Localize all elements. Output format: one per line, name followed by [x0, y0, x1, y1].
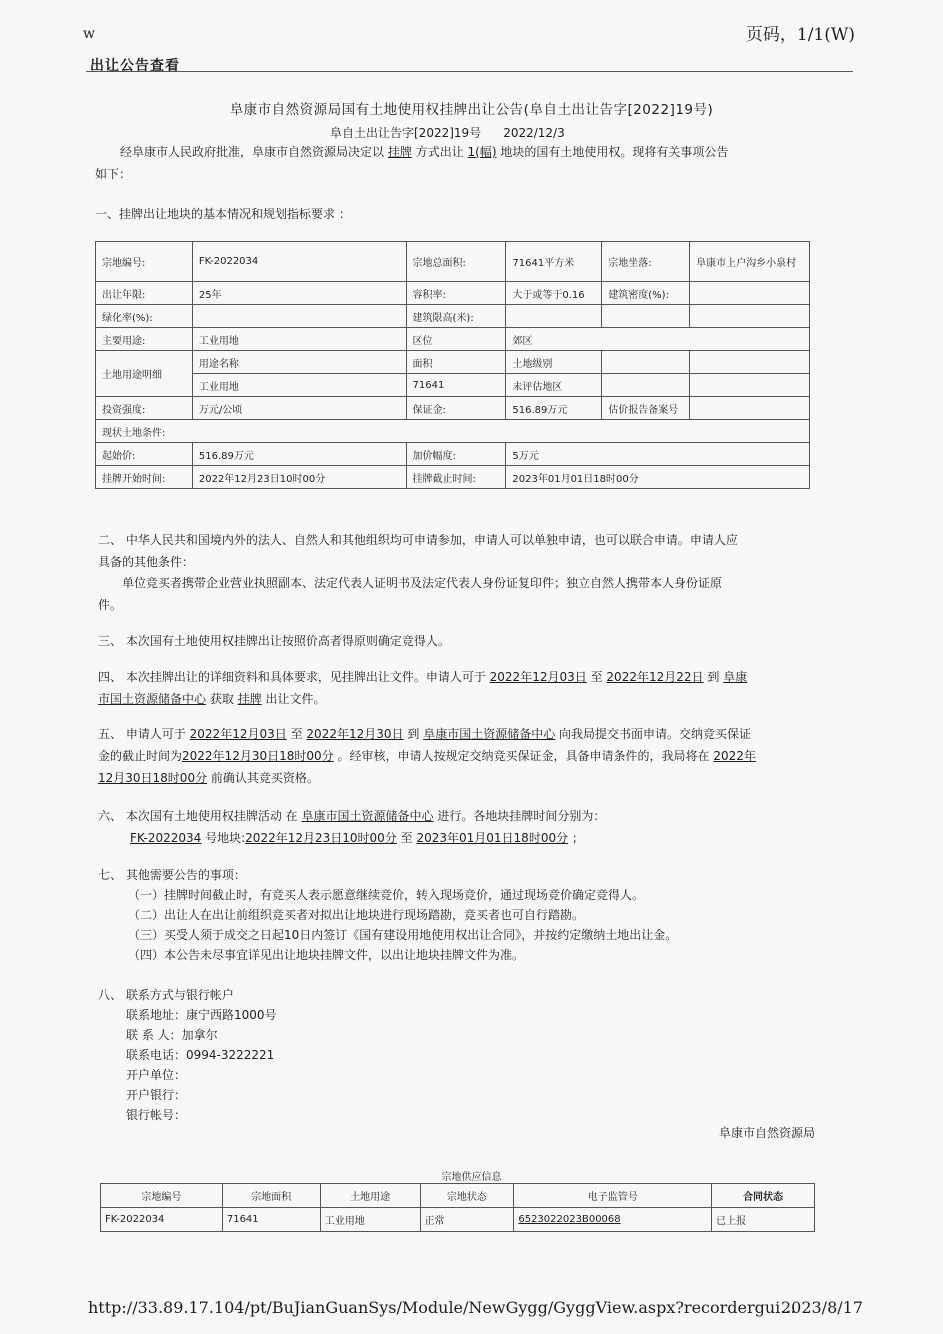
issuer-signature: 阜康市自然资源局	[718, 1126, 815, 1140]
intro-line-1: 经阜康市人民政府批准，阜康市自然资源局决定以 挂牌 方式出让 1(幅) 地块的国有土地使用权。现将有关事项公告	[120, 145, 729, 159]
intro-method: 挂牌	[387, 145, 412, 159]
supply-info-caption: 宗地供应信息	[441, 1172, 502, 1183]
page-title: 出让公告查看	[90, 58, 180, 74]
section-7-item: （四）本公告未尽事宜详见出让地块挂牌文件，以出让地块挂牌文件为准。	[128, 948, 525, 962]
section-3: 三、 本次国有土地使用权挂牌出让按照价高者得原则确定竞得人。	[98, 634, 450, 648]
announcement-subtitle	[330, 124, 565, 141]
table-row: 起始价: 516.89万元 加价幅度: 5万元	[96, 443, 810, 466]
table-row: 土地用途明细 用途名称 面积 土地级别	[96, 351, 810, 374]
section-2-line-3: 单位竞买者携带企业营业执照副本、法定代表人证明书及法定代表人身份证复印件；独立自然人携带本人身份证原	[122, 576, 723, 590]
announcement-date: 2022/12/3	[503, 126, 565, 140]
table-row: 主要用途: 工业用地 区位 郊区	[96, 328, 810, 351]
bank-account-number: 银行帐号：	[126, 1108, 187, 1122]
header-divider	[86, 71, 853, 72]
supply-info-table	[100, 1183, 815, 1232]
table-row: FK-2022034 71641 工业用地 正常 6523022023B00068 已上报	[101, 1208, 815, 1232]
bank-name: 开户银行：	[126, 1088, 187, 1102]
section-1-heading: 一、挂牌出让地块的基本情况和规划指标要求 ：	[95, 207, 351, 221]
table-header-row: 宗地编号 宗地面积 土地用途 宗地状态 电子监管号 合同状态	[101, 1184, 815, 1208]
section-2-line-4: 件。	[98, 598, 123, 612]
section-2-line-1: 二、 中华人民共和国境内外的法人、自然人和其他组织均可申请参加，申请人可以单独申请，也可以联合申请。申请人应	[98, 533, 738, 547]
s4-from-date: 2022年12月03日	[489, 670, 587, 684]
header-mark: w	[83, 26, 95, 42]
section-5-line-3: 12月30日18时00分 前确认其竞买资格。	[98, 771, 319, 785]
section-7-item: （二）出让人在出让前组织竞买者对拟出让地块进行现场踏勘，竞买者也可自行踏勘。	[128, 908, 585, 922]
footer-url: http://33.89.17.104/pt/BuJianGuanSys/Module/NewGygg/GyggView.aspx?recordergui...	[88, 1298, 796, 1317]
section-6-line-1: 六、 本次国有土地使用权挂牌活动 在 阜康市国土资源储备中心 进行。各地块挂牌时间分别为：	[98, 809, 606, 823]
section-2-line-2: 具备的其他条件：	[98, 555, 195, 569]
bank-account-holder: 开户单位：	[126, 1068, 187, 1082]
table-row: 现状土地条件:	[96, 420, 810, 443]
section-5-line-2: 金的截止时间为2022年12月30日18时00分 。经审核，申请人按规定交纳竞买保证金，具备申请条件的，我局将在 2022年	[98, 749, 756, 763]
announcement-title: 阜康市自然资源局国有土地使用权挂牌出让公告(阜自土出让告字[2022]19号)	[229, 102, 714, 118]
contact-address: 联系地址：康宁西路1000号	[126, 1008, 277, 1022]
contact-phone: 联系电话：0994-3222221	[126, 1048, 275, 1062]
section-8-heading: 八、 联系方式与银行帐户	[98, 988, 234, 1002]
section-7-item: （三）买受人须于成交之日起10日内签订《国有建设用地使用权出让合同》，并按约定缴纳土地出让金。	[128, 928, 678, 942]
contact-person: 联 系 人：加拿尔	[126, 1028, 218, 1042]
table-row: 工业用地 71641 未评估地区	[96, 374, 810, 397]
contract-status: 已上报	[712, 1208, 815, 1232]
table-row: 出让年限: 25年 容积率: 大于或等于0.16 建筑密度(%):	[96, 282, 810, 305]
footer-date: 2023/8/17	[780, 1298, 863, 1317]
parcel-info-table	[95, 241, 810, 489]
table-row: 绿化率(%): 建筑限高(米):	[96, 305, 810, 328]
intro-line-2: 如下：	[95, 167, 132, 181]
intro-count: 1(幅)	[467, 145, 497, 159]
supervision-number: 6523022023B00068	[514, 1208, 712, 1232]
section-5-line-1: 五、 申请人可于 2022年12月03日 至 2022年12月30日 到 阜康市国土资源储备中心 向我局提交书面申请。交纳竞买保证	[98, 727, 752, 741]
section-7-heading: 七、 其他需要公告的事项：	[98, 868, 246, 882]
section-4-line-1: 四、 本次挂牌出让的详细资料和具体要求，见挂牌出让文件。申请人可于 2022年12月03日 至 2022年12月22日 到 阜康	[98, 670, 748, 684]
parcel-location: 阜康市上户沟乡小泉村	[690, 242, 810, 282]
table-row: 投资强度: 万元/公顷 保证金: 516.89万元 估价报告备案号	[96, 397, 810, 420]
page-number: 页码，1/1(W)	[745, 25, 855, 45]
announcement-ref: 阜自土出让告字[2022]19号	[330, 126, 482, 140]
section-4-line-2: 市国土资源储备中心 获取 挂牌 出让文件。	[98, 692, 326, 706]
s4-to-date: 2022年12月22日	[606, 670, 704, 684]
section-7-item: （一）挂牌时间截止时，有竞买人表示愿意继续竞价，转入现场竞价，通过现场竞价确定竞得人。	[128, 888, 645, 902]
section-6-line-2: FK-2022034 号地块:2022年12月23日10时00分 至 2023年01月01日18时00分 ；	[130, 831, 584, 845]
table-row: 宗地编号: FK-2022034 宗地总面积: 71641平方米 宗地坐落: 阜康市上户沟乡小泉村	[96, 242, 810, 282]
table-row: 挂牌开始时间: 2022年12月23日10时00分 挂牌截止时间: 2023年01月01日18时00分	[96, 466, 810, 489]
